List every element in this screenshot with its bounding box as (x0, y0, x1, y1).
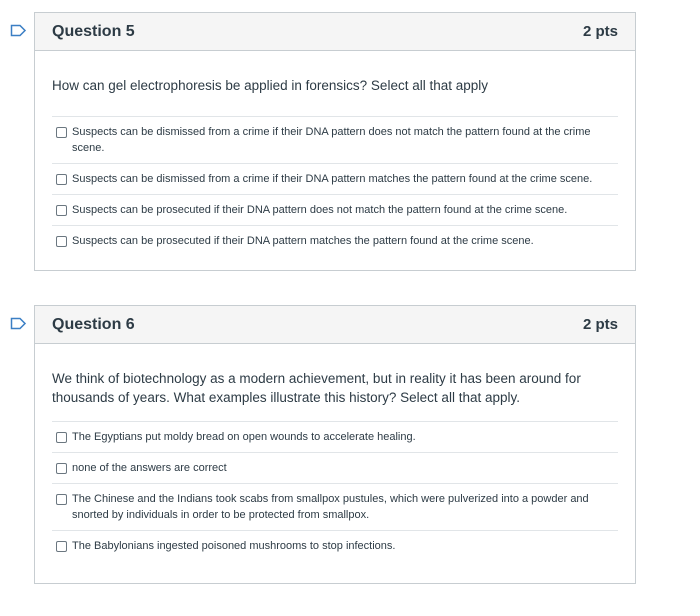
answer-checkbox[interactable] (56, 236, 67, 247)
question-header (35, 13, 635, 51)
answer-option[interactable] (52, 225, 618, 256)
question-header (35, 306, 635, 344)
question-points: 2 pts (582, 316, 618, 333)
answer-option[interactable] (52, 421, 618, 452)
answer-label: The Chinese and the Indians took scabs from smallpox pustules, which were pulverized into a powder and snorted by individuals in order to be protected from smallpox. (72, 493, 589, 521)
answer-label: The Egyptians put moldy bread on open wounds to accelerate healing. (72, 431, 416, 443)
answer-list (52, 116, 618, 256)
answer-label: The Babylonians ingested poisoned mushrooms to stop infections. (72, 540, 396, 552)
answer-checkbox[interactable] (56, 432, 67, 443)
answer-option[interactable] (52, 452, 618, 483)
answer-label: none of the answers are correct (72, 462, 227, 474)
answer-checkbox[interactable] (56, 127, 67, 138)
answer-label: Suspects can be prosecuted if their DNA pattern matches the pattern found at the crime scene. (72, 235, 534, 247)
question-card-5 (34, 12, 636, 271)
question-card-6 (34, 305, 636, 584)
answer-option[interactable] (52, 116, 618, 163)
question-text: We think of biotechnology as a modern achievement, but in reality it has been around for thousands of years. What examples illustrate this history? Select all that apply. (52, 371, 581, 405)
answer-checkbox[interactable] (56, 541, 67, 552)
answer-option[interactable] (52, 194, 618, 225)
answer-label: Suspects can be dismissed from a crime if their DNA pattern does not match the pattern found at the crime scene. (72, 126, 591, 154)
answer-checkbox[interactable] (56, 494, 67, 505)
answer-option[interactable] (52, 483, 618, 530)
answer-checkbox[interactable] (56, 463, 67, 474)
answer-label: Suspects can be prosecuted if their DNA pattern does not match the pattern found at the crime scene. (72, 204, 568, 216)
answer-option[interactable] (52, 530, 618, 561)
flag-question-icon[interactable] (10, 24, 27, 37)
flag-question-icon[interactable] (10, 317, 27, 330)
answer-option[interactable] (52, 163, 618, 194)
answer-list (52, 421, 618, 561)
answer-label: Suspects can be dismissed from a crime if their DNA pattern matches the pattern found at the crime scene. (72, 173, 593, 185)
question-points: 2 pts (582, 23, 618, 40)
question-text: How can gel electrophoresis be applied in forensics? Select all that apply (52, 78, 489, 93)
answer-checkbox[interactable] (56, 174, 67, 185)
answer-checkbox[interactable] (56, 205, 67, 216)
question-title: Question 5 (52, 22, 135, 40)
question-title: Question 6 (52, 315, 135, 333)
